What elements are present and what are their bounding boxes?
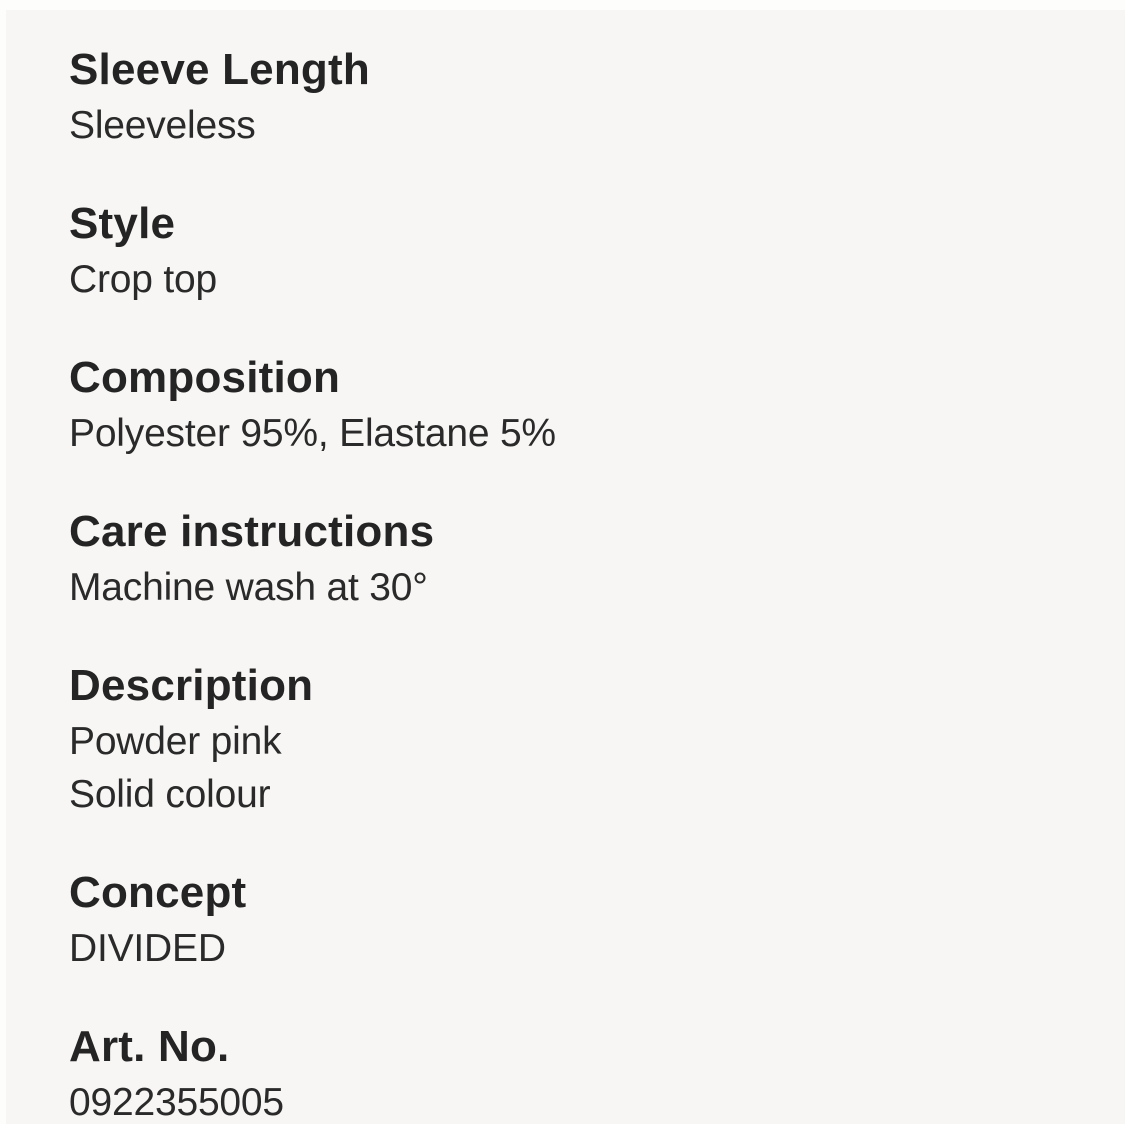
section-heading-sleeve-length: Sleeve Length (69, 45, 370, 94)
section-heading-art-no: Art. No. (69, 1022, 230, 1071)
section-heading-care-instructions: Care instructions (69, 507, 435, 556)
section-heading-composition: Composition (69, 353, 341, 402)
section-composition (69, 352, 1085, 460)
section-sleeve-length (69, 44, 1085, 152)
section-value-concept: DIVIDED (69, 927, 226, 970)
section-value-care-instructions: Machine wash at 30° (69, 566, 428, 609)
section-value-description-colour: Powder pink (69, 720, 282, 763)
section-care-instructions (69, 506, 1085, 614)
section-style (69, 198, 1085, 306)
section-concept (69, 867, 1085, 975)
section-description (69, 660, 1085, 821)
section-value-description-pattern: Solid colour (69, 773, 271, 816)
section-value-sleeve-length: Sleeveless (69, 104, 256, 147)
section-value-style: Crop top (69, 258, 217, 301)
section-heading-concept: Concept (69, 868, 247, 917)
section-heading-style: Style (69, 199, 176, 248)
section-value-composition: Polyester 95%, Elastane 5% (69, 412, 556, 455)
section-value-art-no: 0922355005 (69, 1081, 284, 1124)
section-art-no (69, 1021, 1085, 1124)
section-heading-description: Description (69, 661, 314, 710)
product-details-list (6, 10, 1125, 1124)
